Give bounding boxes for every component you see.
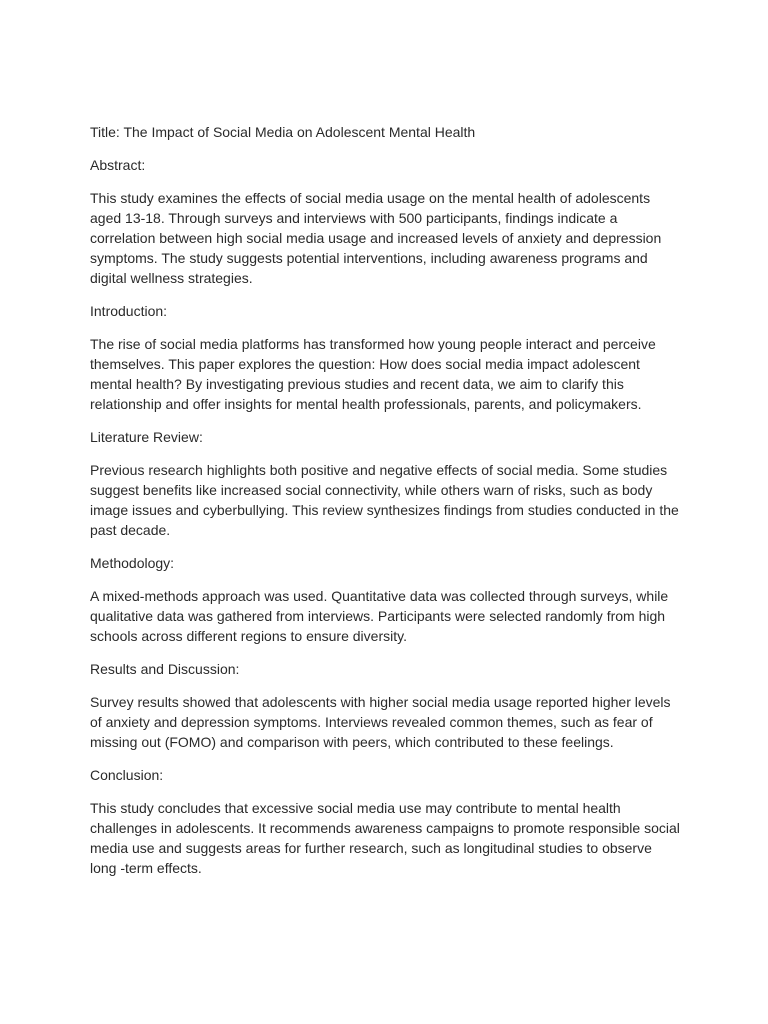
document-title: Title: The Impact of Social Media on Adolescent Mental Health (90, 124, 476, 140)
introduction-paragraph: The rise of social media platforms has transformed how young people interact and perceive themselves. This paper explores the question: How does social media impact adolescent mental health? By investigating previous studies and recent data, we aim to clarify this relationship and offer insights for mental health professionals, parents, and policymakers. (90, 336, 656, 412)
conclusion-paragraph: This study concludes that excessive social media use may contribute to mental health challenges in adolescents. It recommends awareness campaigns to promote responsible social media use and suggests areas for further research, such as longitudinal studies to observe long -term effects. (90, 800, 680, 876)
results-heading: Results and Discussion: (90, 661, 240, 677)
literature-review-heading: Literature Review: (90, 429, 203, 445)
methodology-paragraph: A mixed-methods approach was used. Quantitative data was collected through surveys, while qualitative data was gathered from interviews. Participants were selected randomly from high schools across different regions to ensure diversity. (90, 588, 669, 644)
methodology-heading: Methodology: (90, 555, 175, 571)
results-paragraph: Survey results showed that adolescents with higher social media usage reported higher levels of anxiety and depression symptoms. Interviews revealed common themes, such as fear of missing out (FOMO) and comparison with peers, which contributed to these feelings. (90, 694, 671, 750)
document-body (90, 122, 680, 891)
conclusion-heading: Conclusion: (90, 767, 164, 783)
abstract-heading: Abstract: (90, 157, 146, 173)
introduction-heading: Introduction: (90, 303, 168, 319)
literature-review-paragraph: Previous research highlights both positive and negative effects of social media. Some studies suggest benefits like increased social connectivity, while others warn of risks, such as body image issues and cyberbullying. This review synthesizes findings from studies conducted in the past decade. (90, 462, 679, 538)
abstract-paragraph: This study examines the effects of social media usage on the mental health of adolescents aged 13-18. Through surveys and interviews with 500 participants, findings indicate a correlation between high social media usage and increased levels of anxiety and depression symptoms. The study suggests potential interventions, including awareness programs and digital wellness strategies. (90, 190, 662, 286)
